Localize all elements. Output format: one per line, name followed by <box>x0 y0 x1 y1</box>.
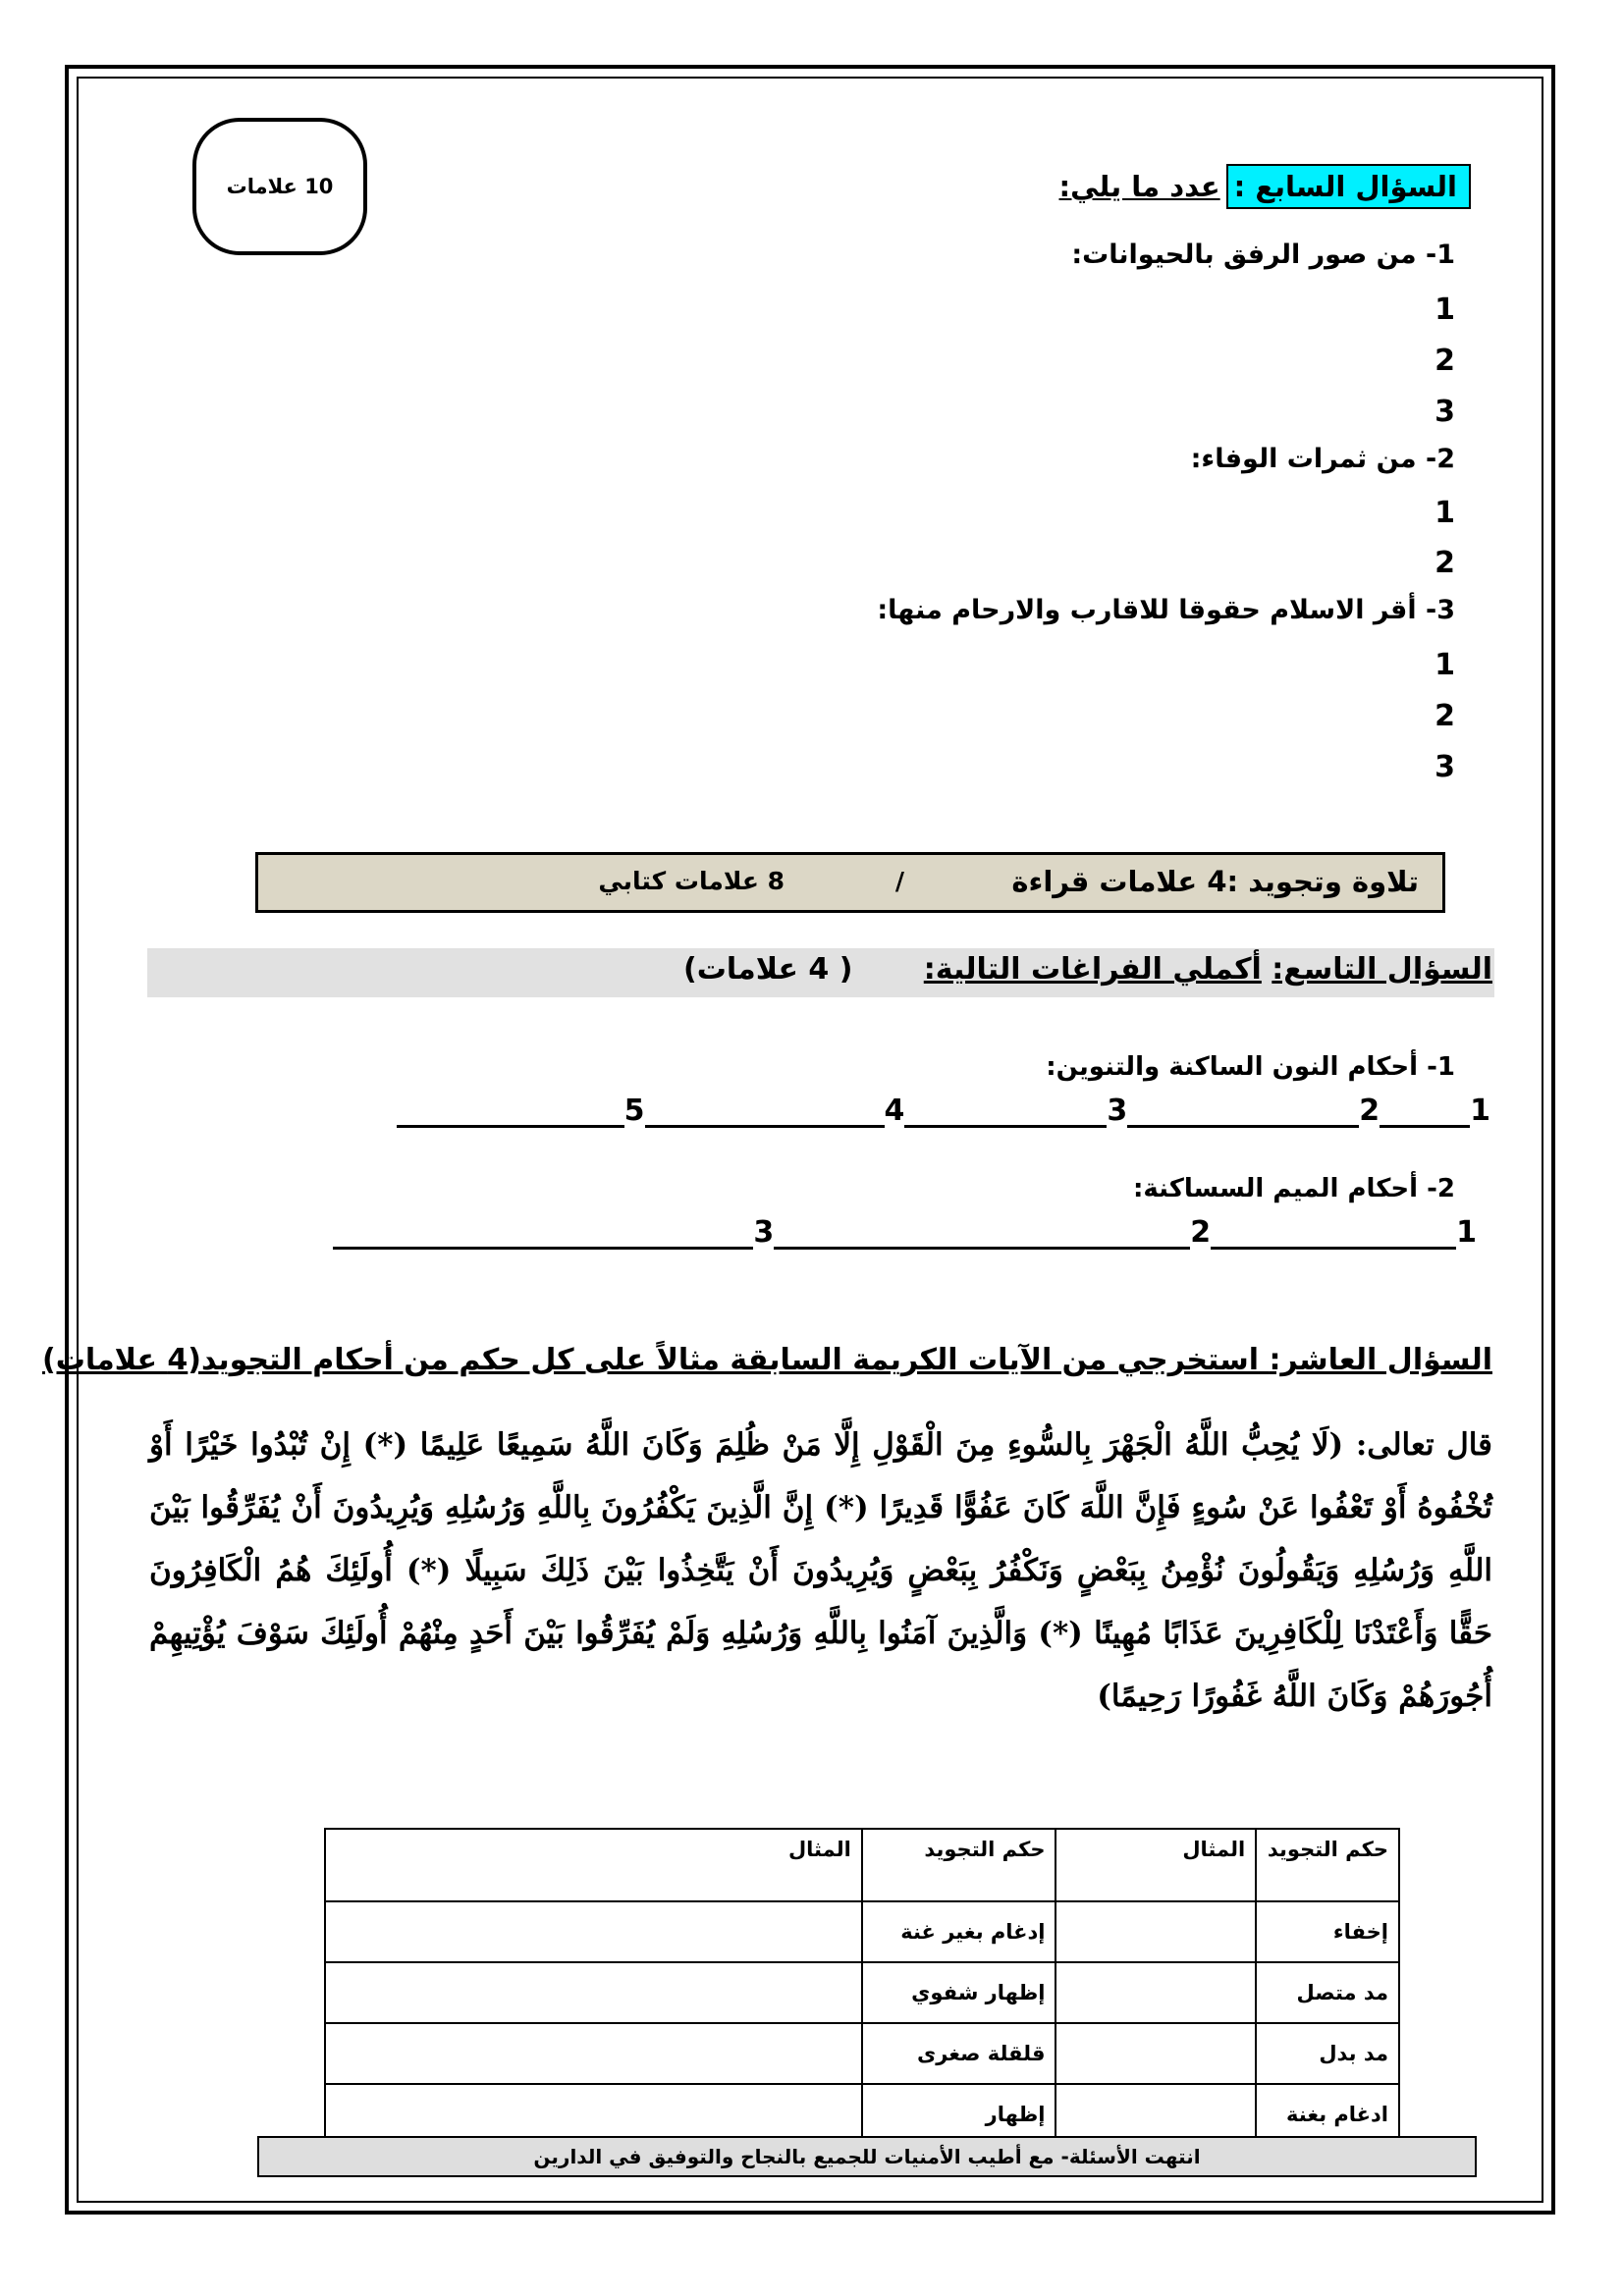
q9-part2: 2- أحكام الميم السساكنة: <box>1133 1174 1455 1203</box>
q7-item-2-num-2: 2 <box>1435 546 1455 580</box>
blank-line[interactable] <box>1380 1094 1470 1128</box>
table-header-cell: حكم التجويد <box>1256 1829 1399 1901</box>
table-cell: مد بدل <box>1256 2023 1399 2084</box>
table-cell: إظهار شفوي <box>862 1962 1056 2023</box>
table-answer-cell[interactable] <box>1056 1962 1256 2023</box>
quran-verses: قال تعالى: (لَا يُحِبُّ اللَّهُ الْجَهْرَ بِالسُّوءِ مِنَ الْقَوْلِ إِلَّا مَنْ ظُلِمَ وَكَانَ اللَّهُ سَمِيعًا عَلِيمًا (*) إِنْ تُبْدُوا خَيْرًا أَوْ تُخْفُوهُ أَوْ تَعْفُوا عَنْ سُوءٍ فَإِنَّ اللَّهَ كَانَ عَفُوًّا قَدِيرًا (*) إِنَّ الَّذِينَ يَكْفُرُونَ بِاللَّهِ وَرُسُلِهِ وَيُرِيدُونَ أَنْ يُفَرِّقُوا بَيْنَ اللَّهِ وَرُسُلِهِ وَيَقُولُونَ نُؤْمِنُ بِبَعْضٍ وَنَكْفُرُ بِبَعْضٍ وَيُرِيدُونَ أَنْ يَتَّخِذُوا بَيْنَ ذَلِكَ سَبِيلًا (*) أُولَئِكَ هُمُ الْكَافِرُونَ حَقًّا وَأَعْتَدْنَا لِلْكَافِرِينَ عَذَابًا مُهِينًا (*) وَالَّذِينَ آمَنُوا بِاللَّهِ وَرُسُلِهِ وَلَمْ يُفَرِّقُوا بَيْنَ أَحَدٍ مِنْهُمْ أُولَئِكَ سَوْفَ يُؤْتِيهِمْ أُجُورَهُمْ وَكَانَ اللَّهُ غَفُورًا رَحِيمًا) <box>149 1427 1492 1714</box>
marks-badge-text: 10 علامات <box>226 175 334 198</box>
table-row <box>325 2023 1399 2084</box>
q7-item-1-num-2: 2 <box>1435 344 1455 378</box>
blank-line[interactable] <box>333 1215 753 1250</box>
q9-part1-blanks <box>187 1094 1490 1137</box>
q10-instruction: استخرجي من الآيات الكريمة السابقة مثالاً على كل حكم من أحكام التجويد <box>201 1343 1259 1377</box>
blank-line[interactable] <box>397 1094 624 1128</box>
table-row <box>325 1901 1399 1962</box>
q7-item-3-num-2: 2 <box>1435 699 1455 733</box>
blank-num-2: 2 <box>1359 1094 1380 1128</box>
blank-num-1: 1 <box>1456 1215 1477 1250</box>
blank-num-4: 4 <box>884 1094 905 1128</box>
q7-item-3-num-3: 3 <box>1435 750 1455 784</box>
q7-instruction: عدد ما يلي: <box>1058 170 1220 203</box>
blank-num-1: 1 <box>1470 1094 1490 1128</box>
tajweed-table <box>324 1828 1400 2146</box>
table-header-row <box>325 1829 1399 1901</box>
q7-item-3-num-1: 1 <box>1435 648 1455 682</box>
table-cell: إظهار <box>862 2084 1056 2145</box>
q7-item-3: 3- أقر الاسلام حقوقا للاقارب والارحام منها: <box>877 595 1455 625</box>
recitation-written: 8 علامات كتابي <box>598 867 785 895</box>
blank-num-2: 2 <box>1190 1215 1212 1250</box>
table-answer-cell[interactable] <box>1056 2023 1256 2084</box>
blank-line[interactable] <box>904 1094 1107 1128</box>
table-cell: ادغام بغنة <box>1256 2084 1399 2145</box>
footer-bar <box>257 2136 1477 2177</box>
table-cell: إدغام بغير غنة <box>862 1901 1056 1962</box>
q7-item-1: 1- من صور الرفق بالحيوانات: <box>1071 240 1455 270</box>
q10-marks: (4 علامات) <box>41 1343 201 1377</box>
blank-line[interactable] <box>645 1094 885 1128</box>
q9-title: السؤال التاسع: <box>1272 952 1492 987</box>
blank-line[interactable] <box>1211 1215 1456 1250</box>
q9-marks: ( 4 علامات) <box>683 952 853 987</box>
table-header-cell: حكم التجويد <box>862 1829 1056 1901</box>
table-cell: مد متصل <box>1256 1962 1399 2023</box>
recitation-slash: / <box>894 867 904 895</box>
q10-heading <box>42 1343 1492 1377</box>
q10-title: السؤال العاشر: <box>1269 1343 1492 1377</box>
marks-badge <box>192 118 367 255</box>
q9-heading <box>924 952 1492 987</box>
q9-part2-blanks <box>173 1215 1477 1258</box>
blank-line[interactable] <box>774 1215 1190 1250</box>
q7-heading <box>1059 163 1472 210</box>
q7-item-2-num-1: 1 <box>1435 496 1455 530</box>
blank-num-3: 3 <box>753 1215 775 1250</box>
footer-text: انتهت الأسئلة- مع أطيب الأمنيات للجميع بالنجاح والتوفيق في الدارين <box>533 2145 1201 2168</box>
table-cell: قلقلة صغرى <box>862 2023 1056 2084</box>
table-header-cell: المثال <box>325 1829 862 1901</box>
q7-item-2: 2- من ثمرات الوفاء: <box>1190 444 1455 474</box>
blank-num-3: 3 <box>1107 1094 1128 1128</box>
table-answer-cell[interactable] <box>325 2023 862 2084</box>
q9-part1: 1- أحكام النون الساكنة والتنوين: <box>1046 1052 1455 1082</box>
table-answer-cell[interactable] <box>1056 1901 1256 1962</box>
recitation-title: تلاوة وتجويد :4 علامات قراءة <box>1011 865 1419 898</box>
table-answer-cell[interactable] <box>325 1901 862 1962</box>
q7-title: السؤال السابع : <box>1226 164 1471 209</box>
table-header-cell: المثال <box>1056 1829 1256 1901</box>
table-answer-cell[interactable] <box>325 1962 862 2023</box>
q7-item-1-num-1: 1 <box>1435 293 1455 327</box>
blank-line[interactable] <box>1127 1094 1359 1128</box>
table-cell: إخفاء <box>1256 1901 1399 1962</box>
table-row <box>325 1962 1399 2023</box>
blank-num-5: 5 <box>623 1094 645 1128</box>
q9-instruction: أكملي الفراغات التالية: <box>923 952 1262 987</box>
recitation-header <box>255 852 1445 913</box>
q7-item-1-num-3: 3 <box>1435 395 1455 429</box>
